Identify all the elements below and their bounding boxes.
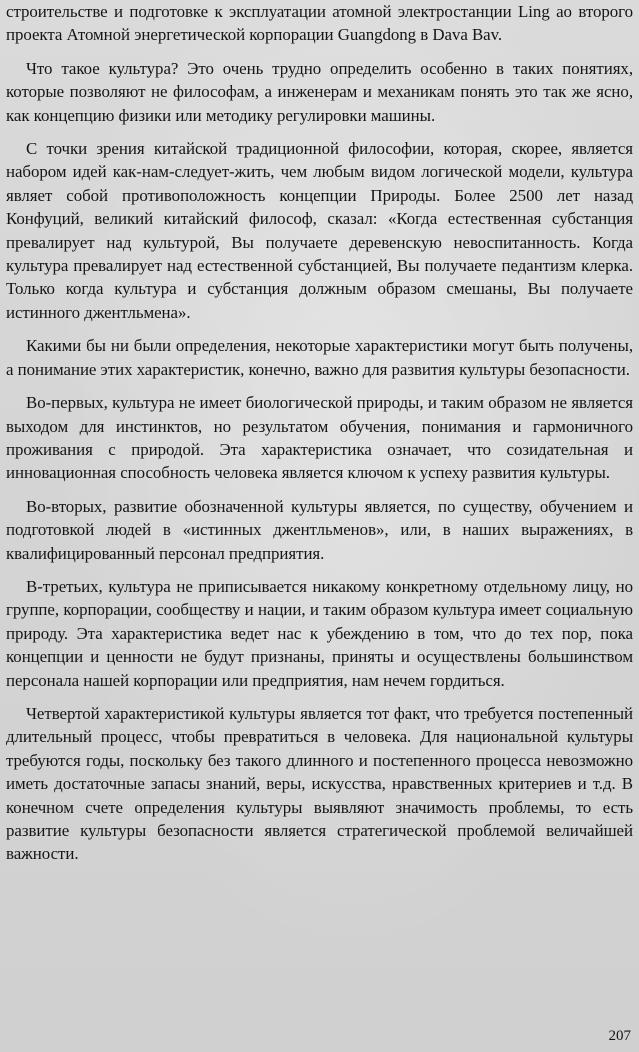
page-number: 207: [608, 1028, 631, 1044]
paragraph-first-characteristic: Во-первых, культура не имеет биологической природы, и таким образом не является выходом для инстинктов, но результатом обучения, понимания и гармоничного проживания с природой. Эта характеристика означает, что созидательная и инновационная способность человека является ключом к успеху развития культуры.: [6, 393, 633, 483]
paragraph-fourth-characteristic: Четвертой характеристикой культуры является тот факт, что требуется постепенный длительный процесс, чтобы превратиться в человека. Для национальной культуры требуются годы, поскольку без такого длинного и постепенного процесса невозможно иметь достаточные запасы знаний, веры, искусства, нравственных критериев и т.д. В конечном счете определения культуры выявляют значимость проблемы, то есть развитие культуры безопасности является стратегической проблемой величайшей важности.: [6, 703, 633, 864]
paragraph-what-is-culture: Что такое культура? Это очень трудно определить особенно в таких понятиях, которые позволяют не философам, а инженерам и механикам понять это так же ясно, как концепцию физики или методику регулировки машины.: [6, 58, 633, 125]
paragraph-chinese-philosophy: С точки зрения китайской традиционной философии, которая, скорее, является набором идей как-нам-следует-жить, чем любым видом логической модели, культура являет собой противоположность концепции Природы. Более 2500 лет назад Конфуций, великий китайский философ, сказал: «Когда естественная субстанция превалирует над культурой, Вы получаете деревенскую невоспитанность. Когда культура превалирует над естественной субстанцией, Вы получаете педантизм клерка. Только когда культура и субстанция должным образом смешаны, Вы получаете истинного джентльмена».: [6, 139, 633, 322]
paragraph-second-characteristic: Во-вторых, развитие обозначенной культуры является, по существу, обучением и подготовкой людей в «истинных джентльменов», или, в наших выражениях, в квалифицированный персонал предприятия.: [6, 496, 633, 563]
text-column: [6, 0, 633, 876]
paragraph-continuation: строительстве и подготовке к эксплуатации атомной электростанции Ling ао второго проекта Атомной энергетической корпорации Guangdong в Dava Bav.: [6, 2, 633, 45]
paragraph-characteristics-intro: Какими бы ни были определения, некоторые характеристики могут быть получены, а понимание этих характеристик, конечно, важно для развития культуры безопасности.: [6, 336, 633, 379]
paragraph-third-characteristic: В-третьих, культура не приписывается никакому конкретному отдельному лицу, но группе, корпорации, сообществу и нации, и таким образом культура имеет социальную природу. Эта характеристика ведет нас к убеждению в том, что до тех пор, пока концепции и ценности не будут признаны, приняты и осуществлены большинством персонала нашей корпорации или предприятия, нам нечем гордиться.: [6, 576, 633, 690]
